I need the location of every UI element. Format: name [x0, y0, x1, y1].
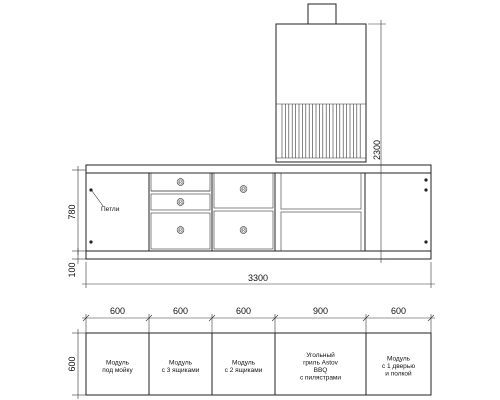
- front-view: [67, 4, 435, 288]
- plan-module-width: 600: [109, 306, 126, 316]
- svg-text:®: ®: [178, 179, 183, 187]
- plan-width-labels: [110, 306, 406, 316]
- hinge-dot: [424, 188, 427, 191]
- handle-icon: [240, 185, 247, 193]
- plan-module-label: Модуль: [168, 359, 193, 367]
- dim-780: 780: [67, 204, 77, 220]
- drawer-module-2-frame: [212, 173, 275, 251]
- plan-modules: [86, 333, 431, 395]
- plan-module-label: гриль Astov: [303, 359, 338, 367]
- plan-module-label: с 1 дверью: [381, 363, 416, 370]
- plan-module-width: 600: [390, 306, 407, 316]
- dimension-tower-height: [368, 20, 386, 263]
- plan-module-label: с 3 ящиками: [161, 366, 200, 374]
- handle-icon: [177, 226, 184, 234]
- plan-module-label: с пилястрами: [299, 374, 342, 382]
- grill-hood: [276, 24, 366, 162]
- door-module: [365, 173, 431, 251]
- pilaster-slats: [282, 104, 360, 158]
- handle-icon: [177, 178, 184, 186]
- svg-text:®: ®: [178, 199, 183, 207]
- plan-module-width: 900: [312, 306, 329, 316]
- plan-module-label: Модуль: [105, 359, 130, 367]
- plinth: [86, 251, 431, 259]
- svg-text:®: ®: [178, 227, 183, 235]
- chimney-pipe: [308, 4, 336, 24]
- grill-base-panel: [281, 173, 361, 209]
- plan-module-label: BBQ: [313, 366, 328, 374]
- grill-base-panel: [281, 212, 361, 251]
- dimension-cabinet-height: [67, 166, 86, 255]
- hinge-leader: [92, 191, 103, 206]
- hinge-dot: [424, 178, 427, 181]
- plan-module-width: 600: [235, 306, 252, 316]
- handle-icon: [240, 226, 247, 234]
- handle-icon: [177, 198, 184, 206]
- svg-text:®: ®: [241, 186, 246, 194]
- dimension-depth: [67, 329, 86, 399]
- plan-module-label: и полкой: [385, 370, 412, 378]
- dim-2300: 2300: [372, 139, 382, 161]
- plan-module-label: Модуль: [386, 355, 411, 363]
- plan-module-label: Модуль: [231, 359, 256, 367]
- hinge-label: Петли: [101, 206, 120, 213]
- svg-text:®: ®: [241, 227, 246, 235]
- plan-module-label: под мойку: [102, 366, 133, 374]
- dim-100: 100: [67, 262, 77, 278]
- plan-module-width: 600: [172, 306, 189, 316]
- plan-width-ticks: [83, 314, 434, 333]
- plan-module-label: с 2 ящиками: [224, 366, 263, 374]
- hinge-dot: [424, 240, 427, 243]
- hinge-dot: [89, 240, 92, 243]
- plan-module-label: Угольный: [306, 351, 335, 359]
- dimension-plinth-height: [67, 248, 86, 278]
- plan-view: [67, 306, 435, 399]
- dim-600-depth: 600: [67, 356, 77, 372]
- countertop: [86, 165, 431, 173]
- dim-3300: 3300: [247, 273, 269, 283]
- dimension-total-width: [82, 262, 435, 288]
